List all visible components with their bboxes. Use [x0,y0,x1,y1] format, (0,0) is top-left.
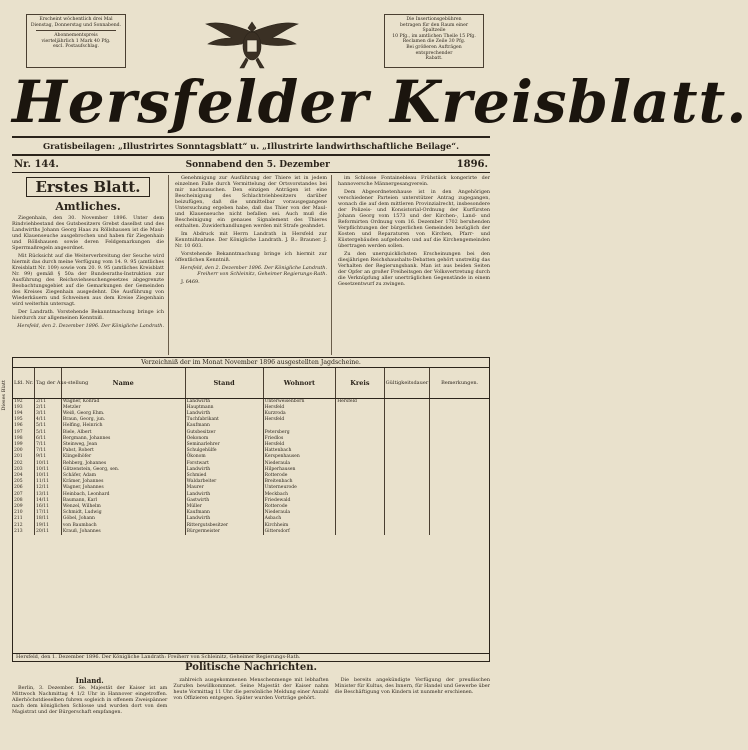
article-paragraph: Ziegenhain, den 30. November 1896. Unter dem Rindviehbestand des Gutsbesitzers Grebst daselbst und des Landwirths Johann Georg Haas zu Röllshausen ist die Maul- und Klauenseuche ausgebrochen und haben für Ziegenhain und Röllshausen sowie deren Feldgemarkungen die Sperrmaßregeln angeordnet. [12,215,164,251]
table-cell: 17/11 [35,510,62,516]
issue-year: 1896. [456,159,488,170]
info-text: Abonnementspreis [54,33,98,39]
table-cell: 7/11 [35,442,62,448]
article-paragraph: Der Landrath. Vorstehende Bekanntmachung bringe ich hierdurch zur allgemeinen Kenntniß. [12,309,164,321]
table-cell: Steinweg, Jean [61,442,185,448]
table-cell: Hersfeld [263,405,336,411]
table-cell: Hattenbach [263,448,336,454]
table-cell: Bürgermeister [185,529,263,535]
table-cell: 199 [13,442,35,448]
insertion-fees-box [384,14,484,68]
table-cell: Müller [185,504,263,510]
table-cell: Niederaula [263,510,336,516]
table-cell: 2/11 [35,405,62,411]
section-heading: Politische Nachrichten. [185,662,317,673]
table-cell: Bergmann, Johannes [61,436,185,442]
table-cell: Friedlos [263,436,336,442]
table-cell [384,398,430,405]
table-cell: Schmied [185,473,263,479]
table-cell: 4/11 [35,417,62,423]
table-cell: Kurzroda [263,411,336,417]
table-cell: Oekonom [185,436,263,442]
masthead-title: Hersfelder Kreisblatt. [12,68,748,136]
table-cell: 19/11 [35,523,62,529]
table-cell: 12/11 [35,485,62,491]
table-title: Verzeichniß der im Monat November 1896 ausgestellten Jagdscheine. [13,358,489,368]
table-cell: Kaufmann [185,423,263,429]
signature: Hersfeld, den 2. Dezember 1896. Der Königliche Landrath. [17,323,164,329]
table-footer: Hersfeld, den 1. Dezember 1896. Der Königliche Landrath: Freiherr von Schleinitz, Geheimer Regierungs-Rath. [13,653,489,661]
table-cell: 200 [13,448,35,454]
table-cell: Rittergutsbesitzer [185,523,263,529]
info-text: Reclamen die Zeile 30 Pfg. [402,39,466,45]
table-cell [430,398,489,405]
table-cell: 3/11 [35,411,62,417]
subscription-info-box [26,14,126,68]
table-cell: 192 [13,398,35,405]
table-cell: Kirchheim [263,523,336,529]
table-cell: 206 [13,485,35,491]
table-cell: 16/11 [35,504,62,510]
table-cell: Unterneurode [263,485,336,491]
info-text: Bei größeren Aufträgen entsprechender [406,44,462,56]
table-cell: Landwirth [185,411,263,417]
issue-number: Nr. 144. [14,159,59,170]
table-cell: Rehberg, Johannes [61,461,185,467]
table-cell: 9/11 [35,454,62,460]
table-cell: 20/11 [35,529,62,535]
info-text: Erscheint wöchentlich drei Mal [39,17,113,22]
table-cell: 197 [13,430,35,436]
table-cell: Helfing, Heinrich [61,423,185,429]
article-paragraph: Vorstehende Bekanntmachung bringe ich hiermit zur öffentlichen Kenntniß. [175,251,327,263]
table-cell: Hersfeld [263,417,336,423]
table-cell: Rotterode [263,473,336,479]
article-paragraph: Berlin, 3. Dezember. Se. Majestät der Kaiser ist am Mittwoch Nachmittag 4 1/2 Uhr in Hannover eingetroffen. Allerhöchstdieselben fuhren sogleich in offenem Zweispänner nach dem königlichen Schlosse und wurden dort von dem Magistrat und der Bürgerschaft empfangen. [12,685,168,715]
table-cell: Gutsbesitzer [185,430,263,436]
table-cell: Friedewald [263,498,336,504]
info-text: excl. Postaufschlag. [52,44,100,50]
table-cell: Gastwirth [185,498,263,504]
table-cell: Meckbach [263,492,336,498]
table-cell: Metzler [61,405,185,411]
info-text: vierteljährlich 1 Mark 40 Pfg. [41,38,111,44]
article-paragraph: Die bereits angekündigte Verfügung der preußischen Minister für Kultus, des Innern, für Handel und Gewerbe über die Beschäftigung von Kindern ist nunmehr erschienen. [334,677,490,695]
table-cell: Gittersdorf [263,529,336,535]
table-cell: Hauptmann [185,405,263,411]
table-cell: Waldarbeiter [185,479,263,485]
column-official [12,175,169,355]
column-politics-2 [173,677,328,735]
eagle-emblem-icon [202,14,302,74]
table-body [13,398,489,535]
hunting-license-table [12,357,490,662]
table-cell: Hersfeld [336,398,384,405]
table-cell: 7/11 [35,448,62,454]
supplements-line: Gratisbeilagen: „Illustrirtes Sonntagsblatt“ u. „Illustrirte landwirthschaftliche Beilage“. [42,141,460,151]
header-area [12,6,490,76]
column-header: Name [61,368,185,398]
table-cell: 209 [13,504,35,510]
info-text: 10 Pfg., im amtlichen Theile 15 Pfg. [392,33,476,39]
info-text: Dienstag, Donnerstag und Sonnabend. [30,22,122,28]
table-cell: Krauß, Johannes [61,529,185,535]
table-cell: 18/11 [35,516,62,522]
table-cell: 205 [13,479,35,485]
table-cell: 194 [13,411,35,417]
table-cell: Niederaula [263,461,336,467]
table-cell: Schulgehülfe [185,448,263,454]
table-cell: Rotterode [263,504,336,510]
table-cell: Hilperhausen [263,467,336,473]
table-cell: 211 [13,516,35,522]
column-politics-3 [335,677,490,735]
table-cell: Schmidt, Ludwig [61,510,185,516]
table-cell: 193 [13,405,35,411]
table-row [13,398,489,405]
table-cell: Asbach [263,516,336,522]
table-cell: 202 [13,461,35,467]
signature: Hersfeld, den 2. Dezember 1896. Der Königliche Landrath. Freiherr von Schleinitz, Geheimer Regierungs-Rath. [180,265,327,277]
table-cell: 201 [13,454,35,460]
upper-columns [12,175,490,355]
politics-columns [12,677,490,735]
table-cell: 196 [13,423,35,429]
table-cell: 203 [13,467,35,473]
table-cell: Landwirth [185,398,263,405]
article-paragraph: Im Abdruck mit Herrn Landrath in Hersfeld zur Kenntnißnahme. Der Königliche Landrath. J. B.: Brauner. J. Nr. 10 603. [175,231,327,249]
table-cell: 198 [13,436,35,442]
table-cell: Petersberg [263,430,336,436]
table-cell: Braun, Georg, jun. [61,417,185,423]
table-cell: Hersfeld [263,442,336,448]
column-header: Tag der Aus-stellung [35,368,62,398]
table-cell: 10/11 [35,467,62,473]
info-text: Rabatt. [425,56,443,62]
table-cell: Klingelhöfer [61,454,185,460]
section-title: Erstes Blatt. [26,177,150,197]
table-cell: Ökonom [185,454,263,460]
table-cell: 14/11 [35,498,62,504]
table-cell: 204 [13,473,35,479]
table-cell: 207 [13,492,35,498]
table-cell: 13/11 [35,492,62,498]
info-text: betragen für den Raum einer Spaltzeile [399,22,469,34]
table-cell [336,529,384,535]
table-cell: 2/11 [35,398,62,405]
table [13,368,489,535]
table-cell: Kaufmann [185,510,263,516]
table-cell: Forstwart [185,461,263,467]
table-cell: 5/11 [35,423,62,429]
table-cell: 195 [13,417,35,423]
table-cell: Pabst, Robert [61,448,185,454]
issue-date: Sonnabend den 5. Dezember [185,160,330,170]
column-header: Lfd. Nr. [13,368,35,398]
table-cell: 212 [13,523,35,529]
column-right [338,175,490,355]
article-paragraph: Dem Abgeordnetenhause ist in den Angehörigen verschiedener Parteien unterstützer Antrag zugegangen, wonach die auf dem mittleren Provinzialrecht, insbesondere der Polizeis- und Konsistorial-Ordnung der Kurfürsten Johann Georg vom 1573 und der Kirchen-, Land- und Reformirten Ordnung vom 16. Dezember 1702 beruhenden Verpflichtungen der bürgerlichen Gemeinden bezüglich der Kosten und Reparaturen von Kirchen, Pfarr- und Küstergebäuden aufgehoben und auf die Kirchengemeinden übertragen werden sollen. [338,189,490,249]
article-paragraph: zahlreich ausgekommenen Menschenmenge mit lebhaften Zurufen bewillkommnet. Seine Majestät der Kaiser nahm heute Vormittag 11 Uhr die persönliche Meldung einer Anzahl von Offizieren entgegen. Später wurden Vorträge gehört. [173,677,329,701]
column-header: Bemerkungen. [430,368,489,398]
column-header: Wohnort [263,368,336,398]
table-cell: Landwirth [185,516,263,522]
article-paragraph: im Schlosse Fontainebleau Frühstück kongerirte der hannoversche Männergesangverein. [338,175,490,187]
table-cell: Heinbach, Leonhard [61,492,185,498]
table-cell: Baumann, Karl [61,498,185,504]
table-cell: 11/11 [35,479,62,485]
table-cell: Glitzenstein, Georg, sen. [61,467,185,473]
column-middle [175,175,332,355]
table-cell: Wagner, Johannes [61,485,185,491]
table-cell: 213 [13,529,35,535]
table-cell: Tuchfabrikant [185,417,263,423]
section-heading: Amtliches. [55,200,121,213]
table-cell: Biele, Albert [61,430,185,436]
table-cell: Krämer, Johannes [61,479,185,485]
table-cell: Wagner, Konrad [61,398,185,405]
table-cell: von Baumbach [61,523,185,529]
table-cell: Landwirth [185,467,263,473]
table-row [13,529,489,535]
table-cell: Schäfer, Adam [61,473,185,479]
side-note: Dieses Blatt [1,380,7,411]
table-cell: 5/11 [35,430,62,436]
table-cell: 10/11 [35,461,62,467]
table-cell: 208 [13,498,35,504]
table-cell: 10/11 [35,473,62,479]
article-paragraph: Zu den unerquicklichsten Erscheinungen bei den diesjährigen Reichshaushalts-Debatten gehört unstreitig das Verhalten der Regierungsbank. Man ist aus beiden Seiten der Opfer an großer Freiheitsgen der Volksvertretung durch die Verknüpfung aller unerträglichen Gegenstände in einem Gesetzentwurf zu zwingen. [338,251,490,287]
column-header: Stand [185,368,263,398]
table-cell: Maurer [185,485,263,491]
table-cell: Wenzel, Wilhelm [61,504,185,510]
table-cell: Landwirth [185,492,263,498]
table-header-row [13,368,489,398]
column-politics-1 [12,677,167,735]
table-cell: Breitenbach [263,479,336,485]
table-cell: Kerspenhausen [263,454,336,460]
column-header: Gültigkeitsdauer [384,368,430,398]
article-paragraph: Mit Rücksicht auf die Weiterverbreitung der Seuche wird hiermit das durch meine Verfügung vom 14. 9. 95 (amtliches Kreisblatt Nr. 109) sowie vom 20. 9. 95 (amtliches Kreisblatt Nr. 99) gemäß § 50a der Bundesraths-Instruktion zur Ausführung des Reichsviehseuchengesetzes abgegrenzte Beobachtungsgebiet auf die Gemarkungen der Gemeinden des Kreises Ziegenhain ausgedehnt. Die Ausführung von Wiederkäuern und Schweinen aus dem Kreise Ziegenhain wird weiterhin untersagt. [12,253,164,307]
journal-number: J. 6469. [181,279,200,285]
table-cell: 210 [13,510,35,516]
info-text: Die Insertionsgebühren [406,17,462,22]
subheading: Inland. [75,676,104,685]
table-cell: Weiß, Georg Ehm. [61,411,185,417]
table-cell: Göbel, Johann [61,516,185,522]
table-cell: Seminarlehrer [185,442,263,448]
article-paragraph: Genehmigung zur Ausführung der Thiere ist in jedem einzelnen Falle durch Vermittelung der Ortsvorstandes bei mir nachzusuchen. Den einzigen Anträgen ist eine Bescheinigung des Schlachtviehbesitzers darüber beizufügen, daß die unmittelbar vorausgegangene Untersuchung ergeben habe, daß das Thier von der Maul- und Klauenseuche nicht befallen sei. Auch muß die Bescheinigung ein genaues Signalement des Thieres enthalten. Zuwiderhandlungen werden mit Strafe geahndet. [175,175,327,229]
table-cell [430,529,489,535]
table-cell: Unterweisenborn [263,398,336,405]
table-cell: 6/11 [35,436,62,442]
dateline [12,158,490,172]
table-cell [384,529,430,535]
column-header: Kreis [336,368,384,398]
